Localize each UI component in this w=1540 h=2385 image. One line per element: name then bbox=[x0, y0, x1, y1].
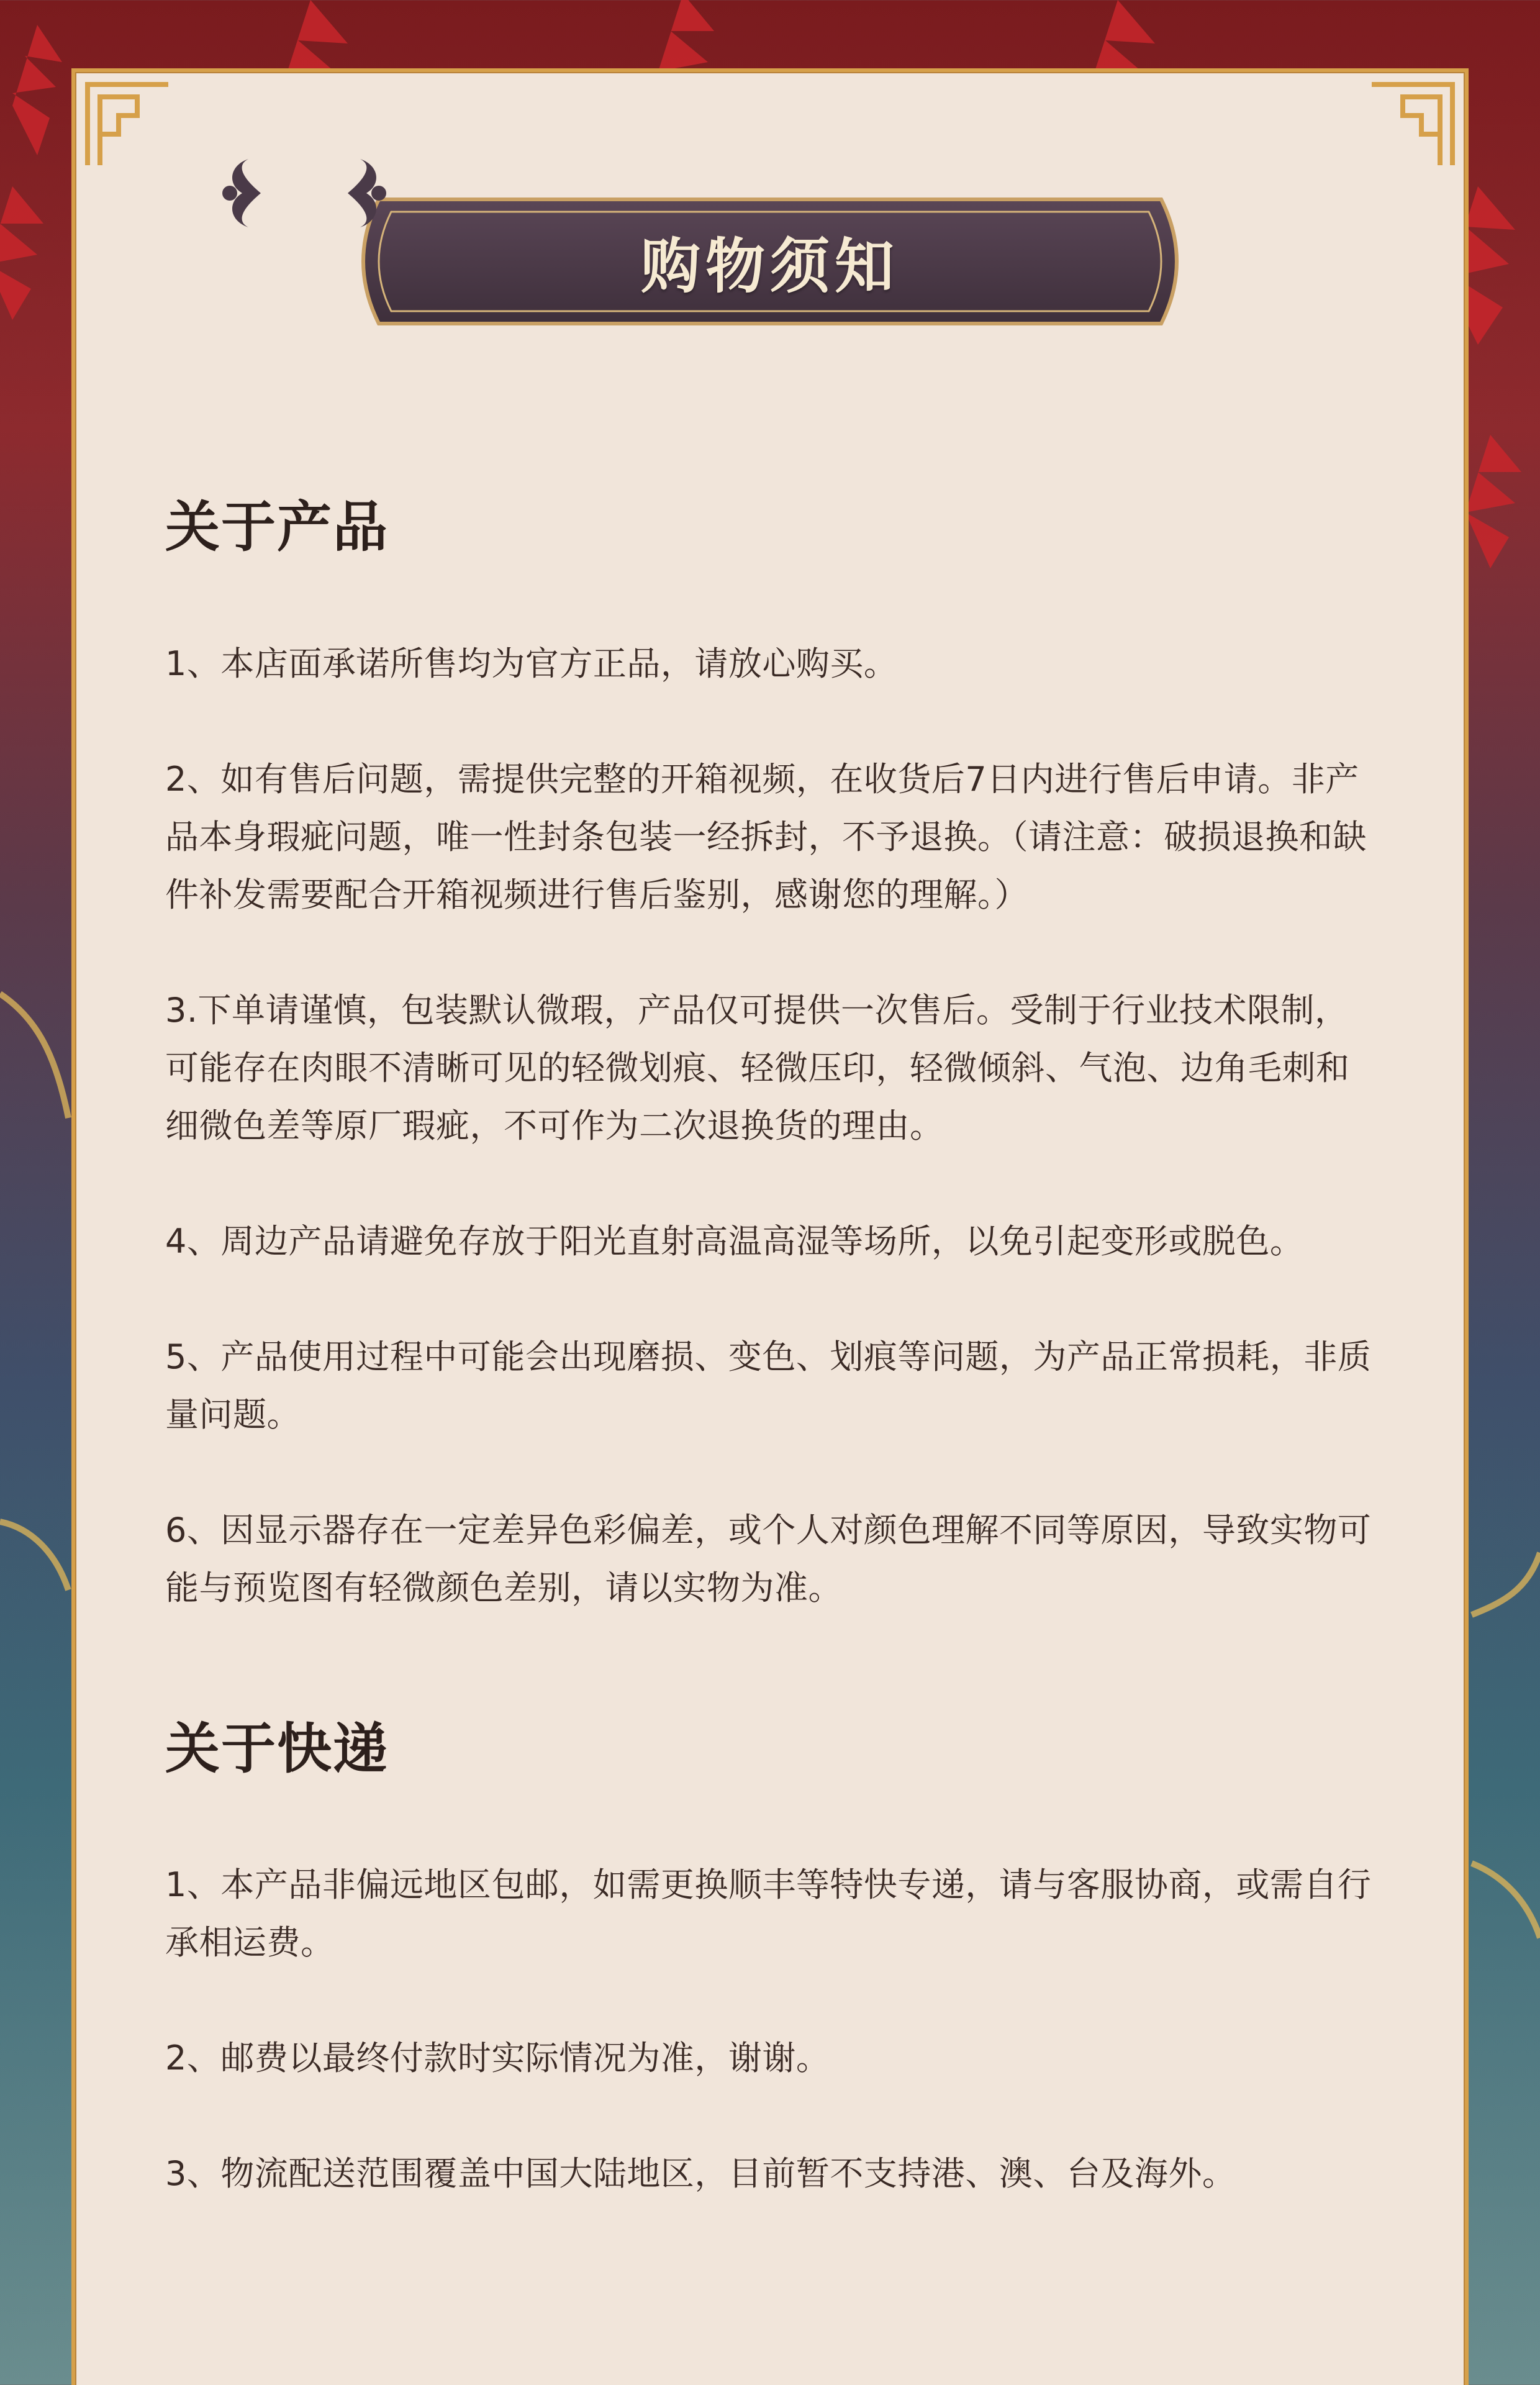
notice-content bbox=[165, 494, 1382, 2260]
notice-panel bbox=[71, 68, 1469, 2385]
section-heading: 关于快递 bbox=[165, 1716, 389, 1781]
list-item: 4、周边产品请避免存放于阳光直射高温高湿等场所，以免引起变形或脱色。 bbox=[165, 1221, 1304, 1261]
list-item: 6、因显示器存在一定差异色彩偏差，或个人对颜色理解不同等原因，导致实物可能与预览图有轻微颜色差别，请以实物为准。 bbox=[165, 1510, 1372, 1607]
section-heading: 关于产品 bbox=[165, 495, 389, 559]
list-item: 1、本产品非偏远地区包邮，如需更换顺丰等特快专递，请与客服协商，或需自行承相运费。 bbox=[165, 1865, 1372, 1963]
title-banner bbox=[75, 187, 1465, 336]
list-item: 2、如有售后问题，需提供完整的开箱视频，在收货后7日内进行售后申请。非产品本身瑕疵问题，唯一性封条包装一经拆封，不予退换。（请注意：破损退换和缺件补发需要配合开箱视频进行售后鉴别，感谢您的理解。） bbox=[165, 759, 1367, 914]
list-item: 1、本店面承诺所售均为官方正品，请放心购买。 bbox=[165, 643, 898, 683]
section-product bbox=[165, 494, 1382, 1617]
list-item: 2、邮费以最终付款时实际情况为准，谢谢。 bbox=[165, 2038, 830, 2078]
page-title: 购物须知 bbox=[641, 230, 899, 301]
flourish-icon bbox=[217, 159, 267, 227]
list-item: 5、产品使用过程中可能会出现磨损、变色、划痕等问题，为产品正常损耗，非质量问题。 bbox=[165, 1337, 1372, 1434]
corner-ornament bbox=[81, 78, 174, 171]
list-item: 3.下单请谨慎，包装默认微瑕，产品仅可提供一次售后。受制于行业技术限制，可能存在肉眼不清晰可见的轻微划痕、轻微压印，轻微倾斜、气泡、边角毛刺和细微色差等原厂瑕疵，不可作为二次退换货的理由。 bbox=[165, 990, 1350, 1145]
corner-ornament bbox=[1366, 78, 1459, 171]
flourish-icon bbox=[342, 159, 391, 227]
list-item: 3、物流配送范围覆盖中国大陆地区，目前暂不支持港、澳、台及海外。 bbox=[165, 2154, 1236, 2194]
section-shipping bbox=[165, 1716, 1382, 2203]
